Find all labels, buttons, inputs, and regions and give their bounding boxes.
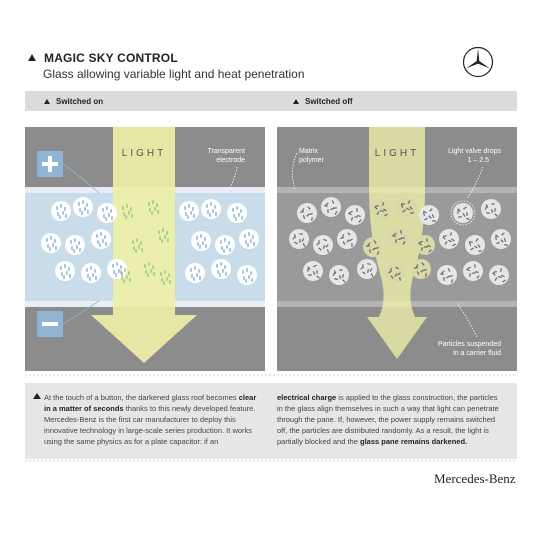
dashed-guides — [25, 373, 517, 463]
drop — [91, 229, 111, 249]
mercedes-star-logo — [462, 46, 494, 78]
drop — [313, 235, 333, 255]
switched-off-diagram — [277, 127, 517, 371]
page-title — [28, 51, 178, 65]
light-label: LIGHT — [121, 148, 167, 159]
description-column-1: At the touch of a button, the darkened glass roof becomes clear in a matter of seconds thanks to this newly developed feature. Mercedes-Benz is the first car manufacturer to deploy this innovative technology in large-scale series production. It works using the same physics as for a plate capacitor: if an — [44, 393, 257, 446]
minus-electrode-icon — [37, 311, 63, 337]
brand-wordmark: Mercedes-Benz — [434, 471, 516, 486]
triangle-marker-icon — [293, 99, 299, 104]
drop — [51, 201, 71, 221]
description-column-2: electrical charge is applied to the glass construction, the particles in the glass align themselves in such a way that light can penetrate through the pane. If, however, the power supply remains switched off, the particles are distributed randomly. As a result, the light is partially blocked and the glass pane remains darkened. — [277, 393, 499, 446]
light-label: LIGHT — [374, 148, 420, 159]
drop — [345, 205, 365, 225]
drops-label-line2: 1 – 2.5 — [467, 157, 489, 164]
drop — [65, 235, 85, 255]
drop — [329, 265, 349, 285]
switched-on-label: Switched on — [44, 97, 103, 106]
drop — [185, 263, 205, 283]
drop — [191, 231, 211, 251]
page-subtitle: Glass allowing variable light and heat penetration — [43, 67, 305, 81]
title-text: MAGIC SKY CONTROL — [44, 51, 178, 65]
drop — [411, 259, 431, 279]
switched-off-label: Switched off — [293, 97, 353, 106]
drop — [481, 199, 501, 219]
drop — [371, 199, 391, 219]
drop — [55, 261, 75, 281]
drop — [73, 197, 93, 217]
drop — [179, 201, 199, 221]
drop — [107, 259, 127, 279]
drop — [211, 259, 231, 279]
drop — [81, 263, 101, 283]
drop — [201, 199, 221, 219]
drop — [97, 203, 117, 223]
drop — [437, 265, 457, 285]
drop — [363, 237, 383, 257]
drop — [491, 229, 511, 249]
plus-electrode-icon — [37, 151, 63, 177]
drop — [337, 229, 357, 249]
matrix-label-line2: polymer — [299, 157, 324, 164]
switched-on-diagram — [25, 127, 265, 371]
drop — [215, 235, 235, 255]
drop — [321, 197, 341, 217]
drop — [385, 263, 405, 283]
triangle-marker-icon — [44, 99, 50, 104]
drop — [239, 229, 259, 249]
drop — [357, 259, 377, 279]
triangle-marker-icon — [28, 54, 36, 61]
electrode-label-line2: electrode — [216, 157, 245, 164]
drop — [397, 197, 417, 217]
drop — [489, 265, 509, 285]
drop — [297, 203, 317, 223]
drop — [419, 205, 439, 225]
drop — [465, 235, 485, 255]
drop — [415, 235, 435, 255]
drop — [289, 229, 309, 249]
drop — [227, 203, 247, 223]
particles-label-line2: in a carrier fluid — [453, 350, 501, 357]
drop — [237, 265, 257, 285]
drop — [439, 229, 459, 249]
drops-label-line1: Light valve drops — [448, 148, 501, 155]
drop — [41, 233, 61, 253]
drop — [303, 261, 323, 281]
matrix-label-line1: Matrix — [299, 148, 319, 155]
particles-label-line1: Particles suspended — [437, 341, 501, 348]
electrode-label-line1: Transparent — [207, 148, 245, 155]
drop — [453, 203, 473, 223]
drop — [463, 261, 483, 281]
drop — [389, 227, 409, 247]
